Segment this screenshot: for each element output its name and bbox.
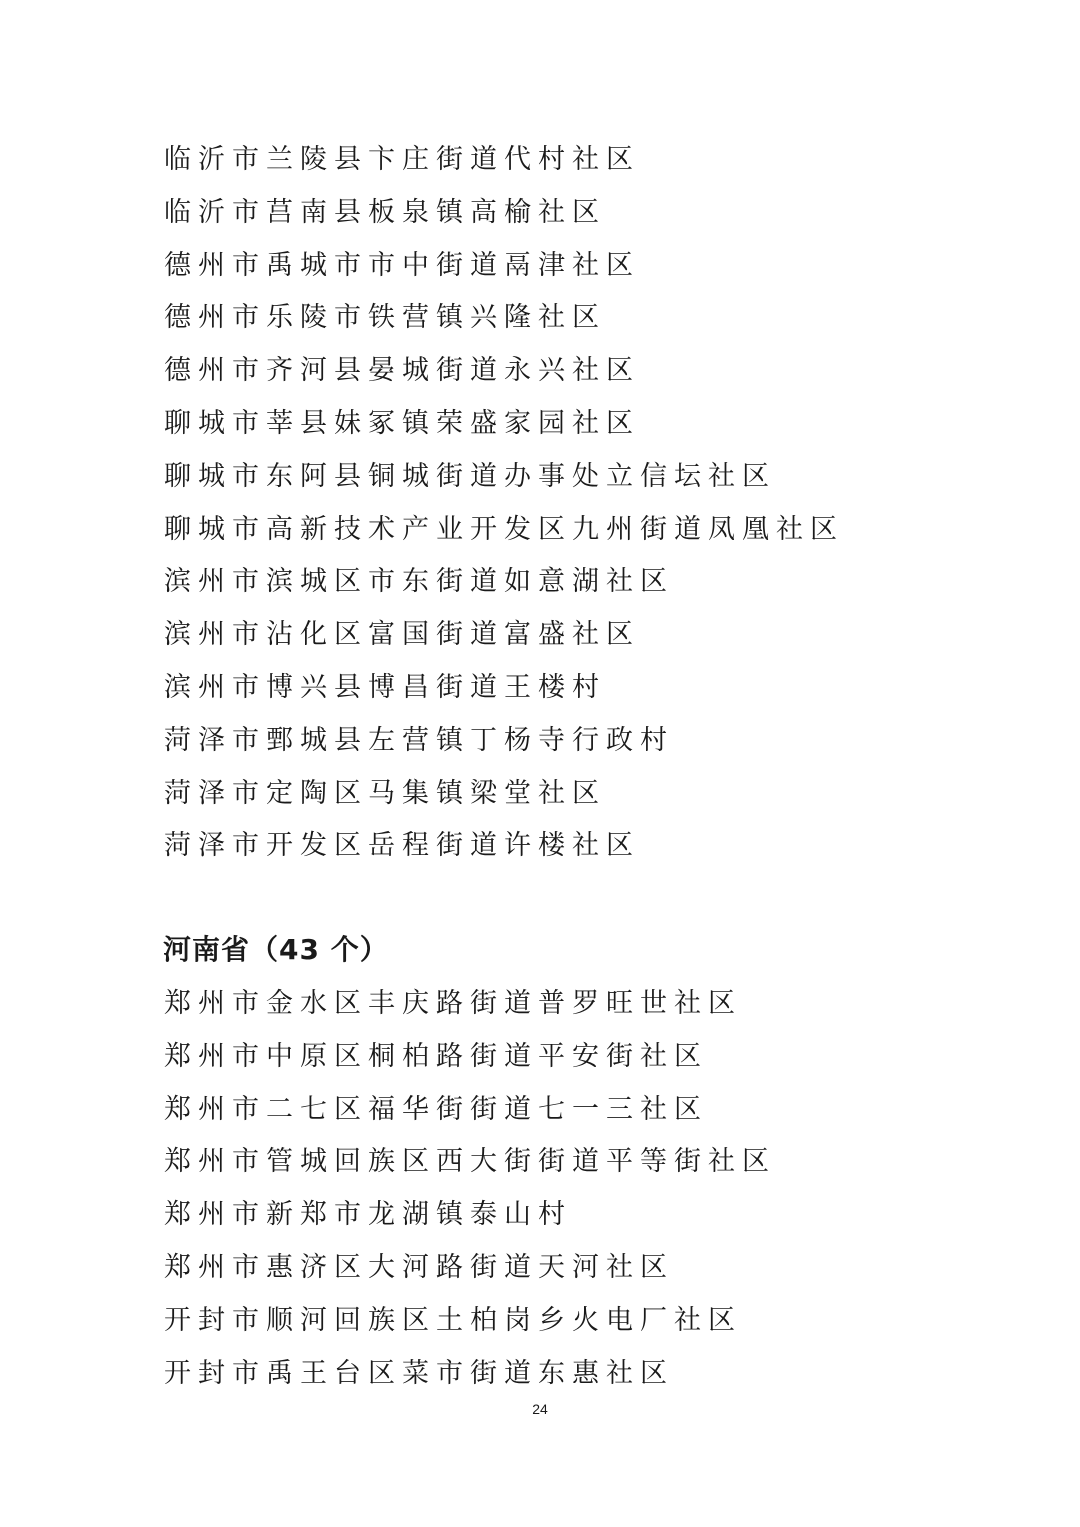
section-heading-henan: 河南省（43 个）	[163, 933, 389, 966]
list-item: 临沂市兰陵县卞庄街道代村社区	[164, 144, 640, 175]
list-item: 菏泽市定陶区马集镇梁堂社区	[164, 777, 606, 809]
list-item: 郑州市金水区丰庆路街道普罗旺世社区	[164, 988, 742, 1019]
list-item: 郑州市中原区桐柏路街道平安街社区	[164, 1040, 708, 1072]
list-item: 郑州市管城回族区西大街街道平等街社区	[164, 1146, 776, 1178]
list-item: 聊城市高新技术产业开发区九州街道凤凰社区	[164, 513, 844, 545]
list-item: 郑州市新郑市龙湖镇泰山村	[164, 1199, 572, 1231]
list-item: 临沂市莒南县板泉镇高榆社区	[164, 196, 606, 228]
henan-community-list	[164, 978, 776, 1400]
list-item: 菏泽市开发区岳程街道许楼社区	[164, 830, 640, 862]
list-item: 德州市齐河县晏城街道永兴社区	[164, 355, 640, 387]
list-item: 聊城市莘县妹冢镇荣盛家园社区	[164, 407, 640, 439]
list-item: 滨州市博兴县博昌街道王楼村	[164, 671, 606, 703]
list-item: 菏泽市鄄城县左营镇丁杨寺行政村	[164, 724, 674, 756]
shandong-community-list	[164, 134, 844, 873]
list-item: 滨州市滨城区市东街道如意湖社区	[164, 566, 674, 598]
list-item: 滨州市沾化区富国街道富盛社区	[164, 619, 640, 651]
list-item: 开封市禹王台区菜市街道东惠社区	[164, 1357, 674, 1389]
list-item: 开封市顺河回族区土柏岗乡火电厂社区	[164, 1304, 742, 1336]
list-item: 聊城市东阿县铜城街道办事处立信坛社区	[164, 460, 776, 492]
list-item: 郑州市惠济区大河路街道天河社区	[164, 1251, 674, 1283]
page-number: 24	[532, 1401, 548, 1417]
list-item: 德州市乐陵市铁营镇兴隆社区	[164, 302, 606, 334]
list-item: 德州市禹城市市中街道鬲津社区	[164, 249, 640, 281]
list-item: 郑州市二七区福华街街道七一三社区	[164, 1093, 708, 1125]
